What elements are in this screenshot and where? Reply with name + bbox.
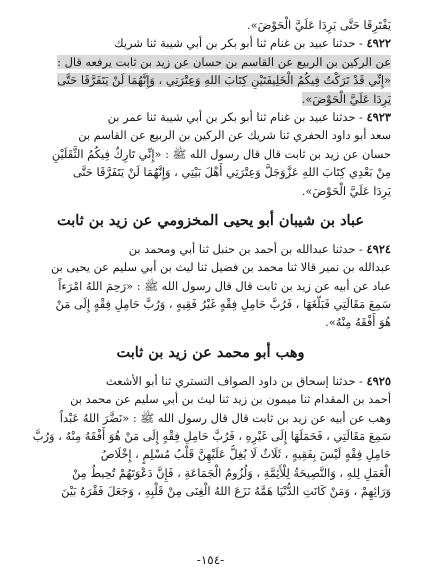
line-content: عبدالله بن نمير قالا ثنا محمد بن فضيل ثنا ليث بن أبي سليم عن يحيى بن [50, 260, 391, 275]
text-line [30, 427, 391, 445]
hadith-text-body [30, 16, 391, 501]
line-content: الْعَمَلِ لِلهِ ، وَالنَّصِيحَةُ لِلْأَئِمَّةِ ، وَلُزُومُ الْجَمَاعَةِ ، فَإِنَّ دَعْوَتَهُمْ تُحِيطُ مِنْ [72, 465, 391, 480]
line-text [73, 165, 391, 179]
text-line [30, 390, 391, 408]
text-line [30, 34, 391, 52]
text-line [30, 295, 391, 313]
line-content: - حدثنا عبيد بن غنام ثنا أبو بكر بن أبي شيبة ثنا عمر بن [107, 109, 367, 124]
line-text [247, 18, 391, 32]
highlighted-text [57, 55, 391, 69]
hadith-number: ٤٩٢٥ [366, 373, 391, 388]
line-content: «إِنِّي قَدْ تَرَكْتُ فِيكُمُ الْخَلِيفَتَيْنِ كِتَابَ اللهِ وَعِتْرَتِي ، وَإِنَّهُمَا لَنْ يَتَفَرَّقَا حَتَّى [57, 73, 391, 88]
line-text [52, 147, 391, 161]
line-text [78, 128, 391, 142]
line-text [302, 184, 391, 198]
line-content: - حدثنا عبدالله بن أحمد بن حنبل ثنا أبي ومحمد بن [128, 241, 367, 256]
page-number: -١٥٤- [196, 553, 225, 567]
line-text [61, 484, 391, 498]
line-content: أحمد بن المقدام ثنا ميمون بن زيد ثنا ليث بن أبي سليم عن محمد بن [70, 392, 391, 407]
line-text [33, 429, 391, 443]
line-text [108, 110, 391, 124]
line-text [101, 447, 391, 461]
line-text [129, 242, 391, 256]
line-content: - حدثنا عبيد بن غنام ثنا أبو بكر بن أبي شيبة ثنا شريك [114, 36, 367, 51]
highlighted-text [302, 92, 391, 106]
text-line [30, 145, 391, 163]
line-content: عباد عن أبيه عن زيد بن ثابت قال قال رسول الله ﷺ : «رَحِمَ اللهُ امْرَءاً [58, 278, 391, 293]
line-content: عن الركين بن الربيع عن القاسم بن حسان عن زيد بن ثابت يرفعه قال : [57, 54, 391, 69]
line-content: سَمِعَ مَقَالَتِي ، فَحَمَلَهَا إِلَى غَيْرِهِ ، فَرُبَّ حَامِلِ فِقْهٍ إِلَى مَنْ هُوَ أَفْقَهُ مِنْهُ ، وَرُبَّ [32, 429, 391, 444]
line-text [106, 374, 391, 388]
line-text [325, 315, 391, 329]
line-content: يَفْتَرِقَا حَتَّى يَرِدَا عَلَيَّ الْحَوْضَ». [246, 18, 391, 32]
line-content: حسان عن زيد بن ثابت قال قال رسول الله ﷺ : «إِنِّي تَارِكٌ فِيكُمُ الثَّقَلَيْنِ [51, 146, 391, 161]
line-content: وهب عن أبيه عن زيد بن ثابت قال قال رسول الله ﷺ : «نَضَّرَ اللهُ عَبْداً [59, 410, 391, 425]
line-text [58, 279, 391, 293]
text-line [30, 90, 391, 108]
text-line [30, 53, 391, 71]
line-text [70, 392, 391, 406]
text-line [30, 277, 391, 295]
line-content: وَرَائِهِمْ ، وَمَنْ كَانَتِ الدُّنْيَا هَمَّهُ نَزَعَ اللهُ الْغِنَى مِنْ قَلْبِهِ ، وَجَعَلَ فَقْرَهُ بَيْنَ [61, 484, 391, 499]
line-content: سعد أبو داود الحفري ثنا شريك عن الركين بن الربيع عن القاسم بن [78, 128, 391, 143]
section-heading: وهب أبو محمد عن زيد بن ثابت [116, 343, 305, 361]
text-line [30, 182, 391, 200]
line-content: سَمِعَ مَقَالَتِي فَبَلَّغَهَا ، فَرُبَّ حَامِلِ فِقْهٍ غَيْرُ فَقِيهٍ ، وَرُبَّ حَامِلِ فِقْهٍ إِلَى مَنْ [55, 297, 391, 312]
text-line [30, 464, 391, 482]
line-content: - حدثنا إسحاق بن داود الصواف التستري ثنا أبو الأشعث [105, 373, 367, 388]
line-content: مِنْ بَعْدِي كِتَابَ اللهِ عَزَّوَجَلَّ وَعِتْرَتِي أَهْلَ بَيْتِي ، وَإِنَّهُمَا لَنْ يَتَفَرَّقَا حَتَّى [72, 165, 391, 180]
line-text [51, 260, 391, 274]
hadith-number: ٤٩٢٤ [366, 241, 391, 256]
text-line [30, 409, 391, 427]
line-text [114, 36, 391, 50]
text-line [30, 372, 391, 390]
line-text [60, 411, 391, 425]
text-line [30, 258, 391, 276]
text-line [30, 16, 391, 34]
line-content: حَامِلِ فِقْهٍ لَيْسَ بِفَقِيهٍ ، ثَلَاثٌ لَا يُغِلُّ عَلَيْهِنَّ قَلْبُ مُسْلِمٍ ، إِخْلَاصُ [100, 447, 391, 462]
line-text [56, 297, 391, 311]
line-content: يَرِدَا عَلَيَّ الْحَوْضَ». [301, 183, 391, 198]
text-line [30, 108, 391, 126]
text-line [30, 71, 391, 89]
section-heading: عباد بن شيبان أبو يحيى المخزومي عن زيد بن ثابت [57, 211, 364, 229]
hadith-number: ٤٩٢٢ [366, 36, 391, 51]
text-line [30, 126, 391, 144]
text-line [30, 482, 391, 500]
line-text [72, 466, 391, 480]
line-content: يَرِدَا عَلَيَّ الْحَوْضَ». [301, 91, 391, 106]
highlighted-text [57, 73, 391, 87]
text-line [30, 445, 391, 463]
hadith-number: ٤٩٢٣ [366, 109, 391, 124]
line-content: هُوَ أَفْقَهُ مِنْهُ». [325, 315, 391, 330]
text-line [30, 240, 391, 258]
text-line [30, 163, 391, 181]
text-line [30, 313, 391, 331]
